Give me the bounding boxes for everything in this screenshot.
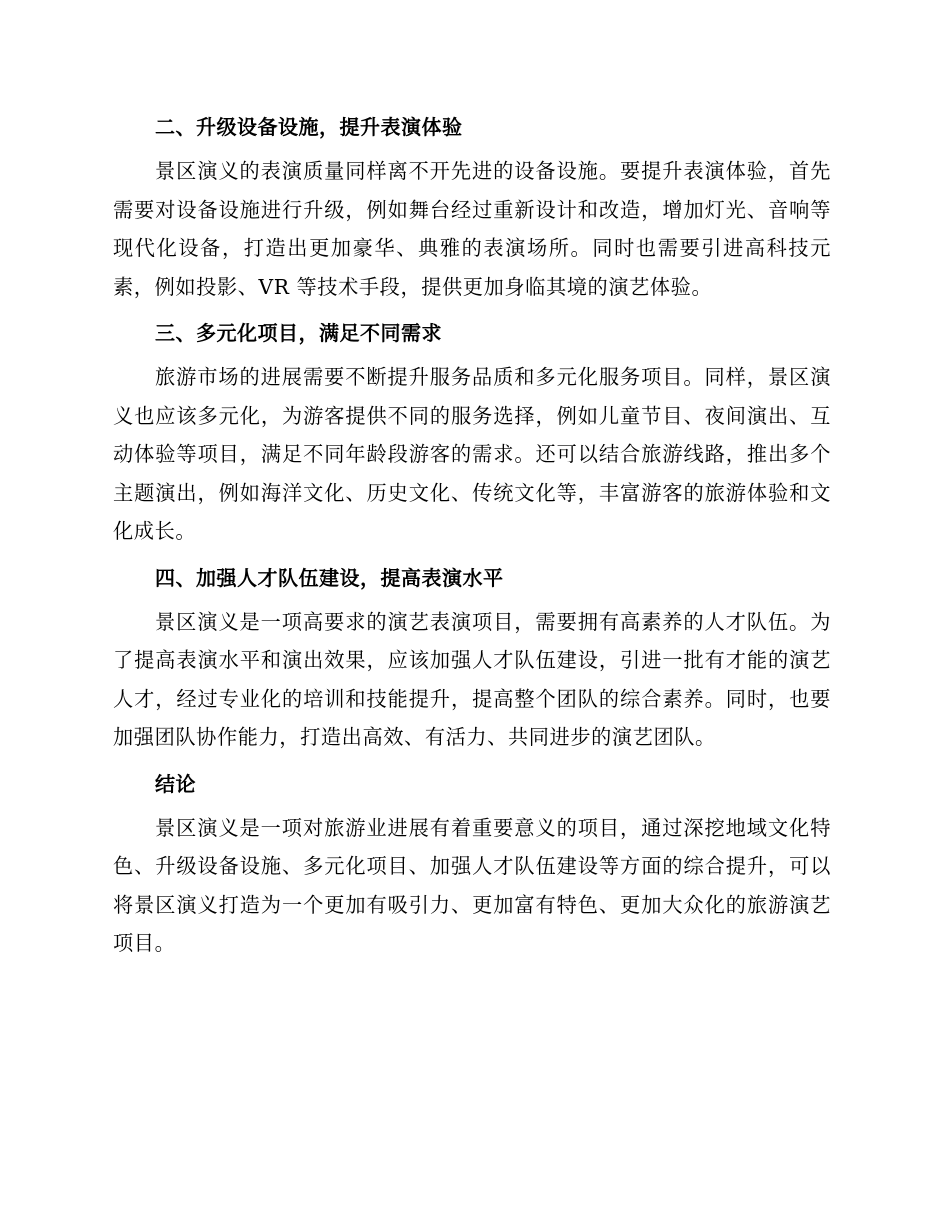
section-paragraph: 景区演义的表演质量同样离不开先进的设备设施。要提升表演体验，首先需要对设备设施进行升级，例如舞台经过重新设计和改造，增加灯光、音响等现代化设备，打造出更加豪华、典雅的表演场所。同时也需要引进高科技元素，例如投影、VR 等技术手段，提供更加身临其境的演艺体验。 bbox=[113, 159, 831, 299]
section-paragraph: 旅游市场的进展需要不断提升服务品质和多元化服务项目。同样，景区演义也应该多元化，为游客提供不同的服务选择，例如儿童节目、夜间演出、互动体验等项目，满足不同年龄段游客的需求。还可以结合旅游线路，推出多个主题演出，例如海洋文化、历史文化、传统文化等，丰富游客的旅游体验和文化成长。 bbox=[113, 365, 831, 543]
section-paragraph: 景区演义是一项对旅游业进展有着重要意义的项目，通过深挖地域文化特色、升级设备设施、多元化项目、加强人才队伍建设等方面的综合提升，可以将景区演义打造为一个更加有吸引力、更加富有特色、更加大众化的旅游演艺项目。 bbox=[113, 815, 831, 955]
section-conclusion bbox=[113, 765, 831, 963]
section-heading: 三、多元化项目，满足不同需求 bbox=[155, 321, 442, 345]
section-paragraph: 景区演义是一项高要求的演艺表演项目，需要拥有高素养的人才队伍。为了提高表演水平和演出效果，应该加强人才队伍建设，引进一批有才能的演艺人才，经过专业化的培训和技能提升，提高整个团队的综合素养。同时，也要加强团队协作能力，打造出高效、有活力、共同进步的演艺团队。 bbox=[113, 609, 831, 749]
section-heading: 二、升级设备设施，提升表演体验 bbox=[155, 115, 463, 139]
section-equipment bbox=[113, 108, 831, 306]
document-page bbox=[113, 100, 831, 969]
section-diversification bbox=[113, 314, 831, 551]
section-talent bbox=[113, 559, 831, 757]
section-heading: 四、加强人才队伍建设，提高表演水平 bbox=[155, 565, 504, 590]
section-heading: 结论 bbox=[155, 771, 196, 796]
